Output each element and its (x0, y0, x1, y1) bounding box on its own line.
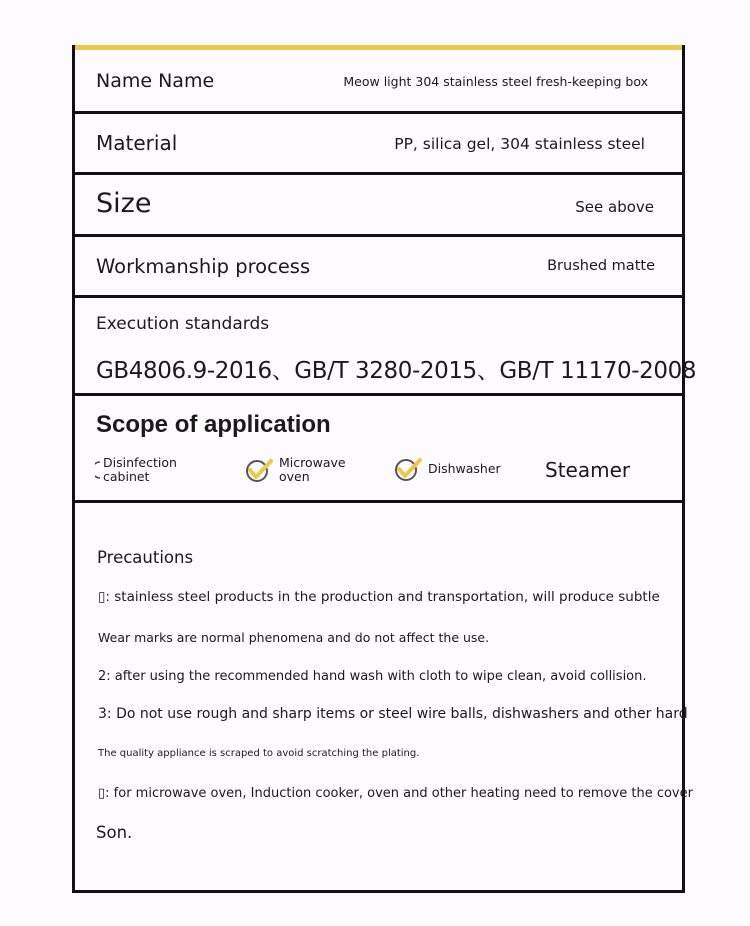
precaution-line: 2: after using the recommended hand wash with cloth to wipe clean, avoid collision. (98, 669, 647, 684)
precaution-line: Son. (96, 823, 133, 842)
material-label: Material (96, 131, 178, 155)
precaution-line: 3: Do not use rough and sharp items or steel wire balls, dishwashers and other hard (98, 706, 688, 722)
precaution-line: ▯: for microwave oven, Induction cooker, oven and other heating need to remove the cover (98, 786, 693, 801)
standards-value: GB4806.9-2016、GB/T 3280-2015、GB/T 11170-2008 (96, 358, 697, 384)
scope-item-label: Disinfection cabinet (103, 455, 177, 484)
scope-item-label: Steamer (545, 458, 631, 482)
check-icon (244, 457, 274, 483)
name-value: Meow light 304 stainless steel fresh-keeping box (343, 74, 648, 89)
row-scope (75, 396, 682, 503)
row-process (75, 237, 682, 298)
precaution-line: Wear marks are normal phenomena and do not affect the use. (98, 630, 490, 645)
check-icon (393, 456, 423, 482)
scope-item-disinfection (95, 456, 183, 484)
precautions-section (75, 503, 693, 890)
standards-label: Execution standards (96, 314, 270, 334)
material-value: PP, silica gel, 304 stainless steel (394, 135, 645, 153)
partial-check-icon (95, 460, 101, 480)
scope-item-microwave (244, 456, 359, 484)
precaution-line: ▯: stainless steel products in the production and transportation, will produce subtle (98, 589, 660, 605)
scope-title: Scope of application (96, 411, 331, 438)
spec-sheet (72, 45, 697, 893)
row-size (75, 175, 682, 237)
row-material (75, 114, 682, 175)
process-label: Workmanship process (96, 255, 311, 278)
size-label: Size (96, 188, 152, 219)
scope-item-dishwasher (393, 456, 508, 482)
size-value: See above (575, 198, 654, 216)
scope-item-steamer (545, 458, 630, 482)
row-standards (75, 298, 697, 396)
precautions-title: Precautions (97, 548, 194, 567)
process-value: Brushed matte (547, 258, 655, 274)
precaution-line: The quality appliance is scraped to avoid scratching the plating. (98, 748, 420, 759)
scope-item-label: Dishwasher (428, 461, 501, 476)
scope-item-label: Microwave oven (279, 455, 346, 484)
name-label: Name Name (96, 70, 215, 92)
row-name (75, 50, 682, 114)
